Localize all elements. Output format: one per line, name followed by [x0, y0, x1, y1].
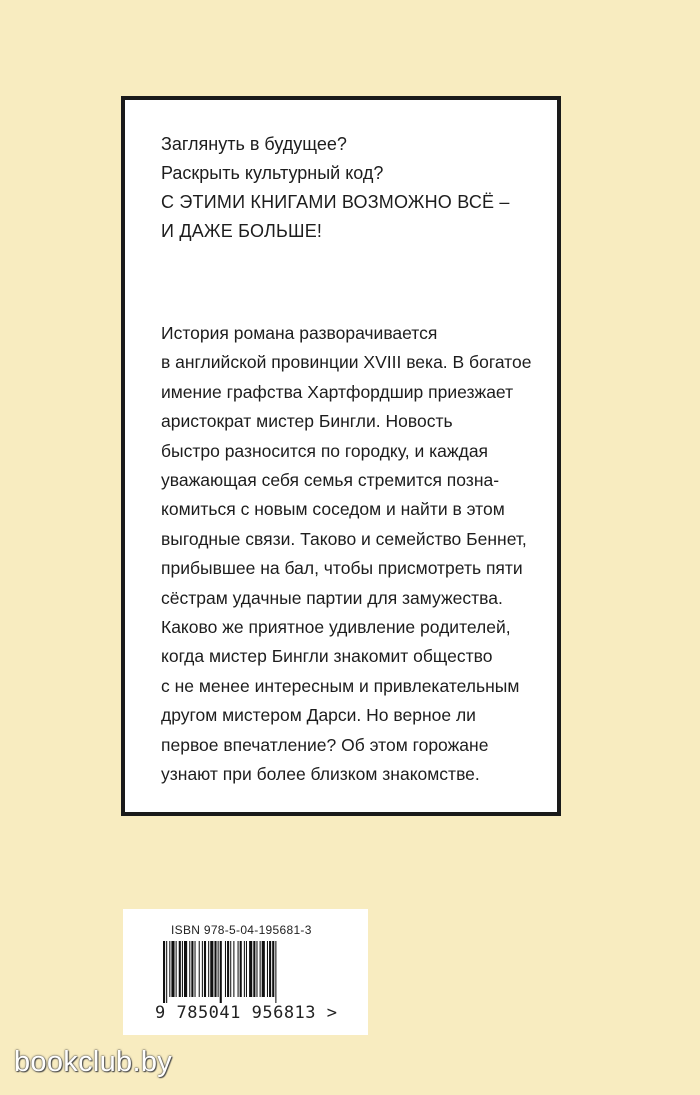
barcode-bar	[267, 941, 268, 997]
barcode-bar	[171, 941, 174, 997]
description-line: имение графства Хартфордшир приезжает	[161, 381, 514, 402]
description-line: уважающая себя семья стремится позна-	[161, 470, 500, 491]
description-line: узнают при более близком знакомстве.	[161, 764, 480, 785]
description-line: в английской провинции XVIII века. В богатое	[161, 352, 532, 373]
barcode-bar	[238, 941, 239, 997]
barcode-bar	[199, 941, 200, 997]
description-line: быстро разносится по городку, и каждая	[161, 440, 489, 461]
description-line: комиться с новым соседом и найти в этом	[161, 499, 505, 520]
barcode-digits: 9 785041 956813 >	[155, 1003, 338, 1023]
barcode-bar	[246, 941, 247, 997]
barcode-bar	[262, 941, 265, 997]
barcode-bar	[176, 941, 177, 997]
barcode-bar	[240, 941, 242, 997]
description-line: с не менее интересным и привлекательным	[161, 675, 520, 696]
description-line: первое впечатление? Об этом горожане	[161, 734, 489, 755]
description-block	[161, 319, 551, 790]
description-line: Каково же приятное удивление родителей,	[161, 617, 511, 638]
barcode-bar	[179, 941, 181, 997]
barcode-bar	[163, 941, 165, 1003]
intro-line-1: Заглянуть в будущее?	[161, 134, 347, 154]
barcode-bar	[220, 941, 222, 1003]
isbn-barcode-box	[123, 909, 368, 1035]
description-line: прибывшее на бал, чтобы присмотреть пяти	[161, 558, 523, 579]
barcode-bar	[227, 941, 229, 997]
barcode-icon	[163, 941, 333, 1003]
barcode-bar	[202, 941, 203, 997]
barcode-bar	[269, 941, 271, 997]
description-line: История романа разворачивается	[161, 323, 438, 343]
barcode-bar	[195, 941, 196, 997]
description-line: выгодные связи. Таково и семейство Беннет,	[161, 528, 527, 549]
barcode-bar	[225, 941, 226, 997]
intro-block	[161, 130, 551, 246]
barcode-bar	[249, 941, 252, 997]
barcode-bar	[169, 941, 170, 997]
intro-line-4: И ДАЖЕ БОЛЬШЕ!	[161, 221, 323, 241]
barcode-bar	[253, 941, 255, 997]
barcode-bar	[233, 941, 234, 997]
description-line: аристократ мистер Бингли. Новость	[161, 411, 453, 432]
barcode-bar	[230, 941, 231, 997]
back-cover-text-panel	[121, 96, 561, 816]
barcode-bar	[208, 941, 209, 997]
barcode-bar	[275, 941, 276, 1003]
intro-line-3: С ЭТИМИ КНИГАМИ ВОЗМОЖНО ВСЁ –	[161, 192, 510, 212]
barcode-bar	[191, 941, 193, 997]
barcode-bar	[244, 941, 245, 997]
barcode-bar	[204, 941, 206, 997]
barcode-bar	[256, 941, 257, 997]
isbn-label: ISBN 978-5-04-195681-3	[171, 923, 312, 937]
bookclub-watermark: bookclub.by	[14, 1046, 173, 1078]
description-line: другом мистером Дарси. Но верное ли	[161, 705, 476, 726]
intro-line-2: Раскрыть культурный код?	[161, 163, 384, 183]
barcode-bar	[189, 941, 190, 997]
description-line: сёстрам удачные партии для замужества.	[161, 587, 503, 608]
barcode-bar	[260, 941, 261, 997]
barcode-bar	[214, 941, 216, 997]
barcode-bar	[182, 941, 183, 997]
barcode-bar	[210, 941, 213, 997]
barcode-bar	[218, 941, 219, 997]
barcode-bar	[272, 941, 274, 997]
barcode-bar	[166, 941, 167, 1003]
description-line: когда мистер Бингли знакомит общество	[161, 646, 493, 667]
barcode-bar	[184, 941, 187, 997]
